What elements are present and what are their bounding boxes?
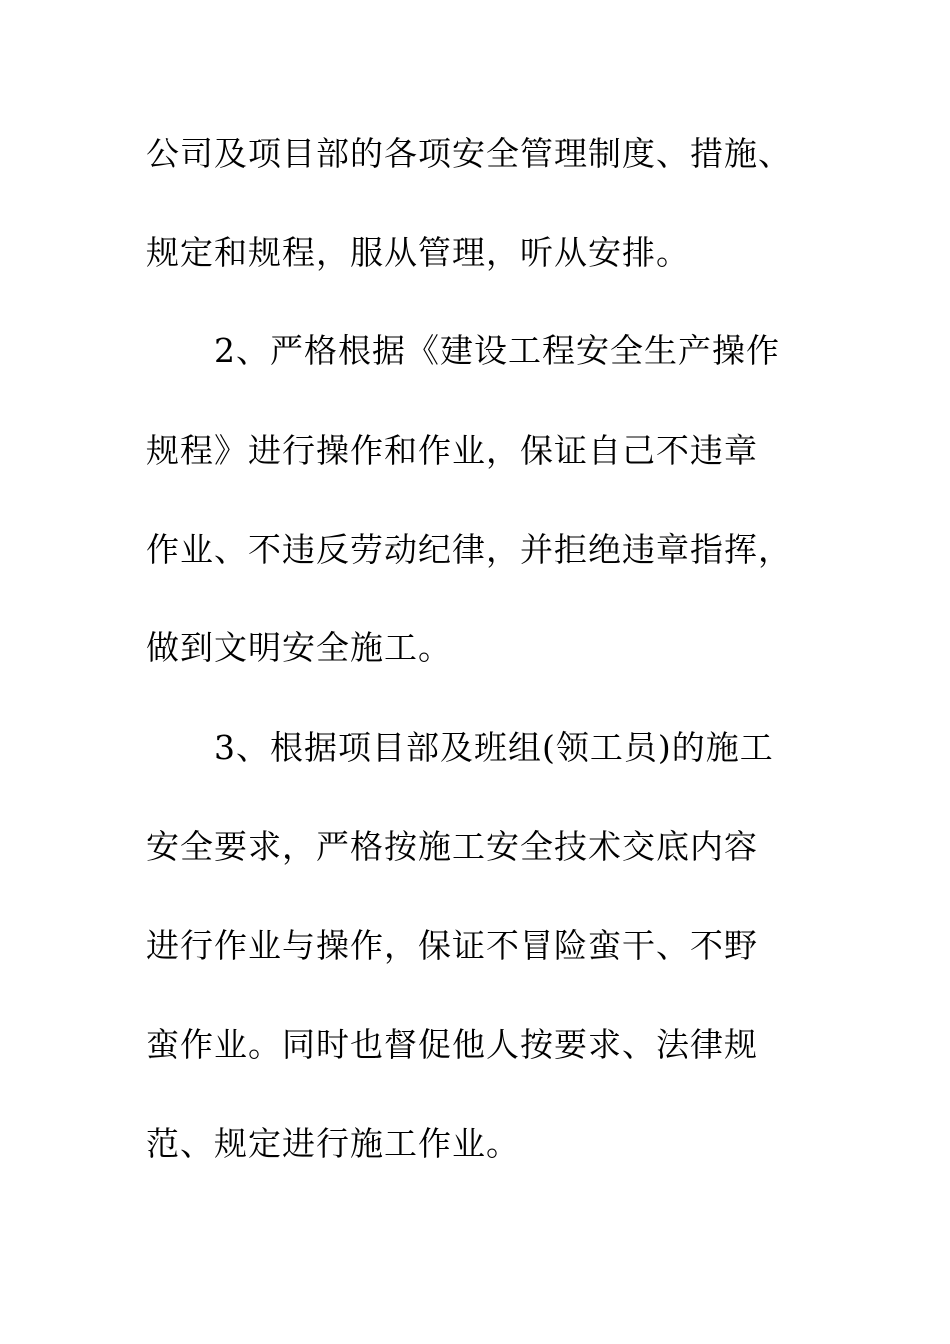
text-line: 蛮作业。同时也督促他人按要求、法律规 bbox=[146, 1025, 758, 1064]
text-line: 作业、不违反劳动纪律，并拒绝违章指挥， bbox=[146, 530, 792, 569]
text-line: 公司及项目部的各项安全管理制度、措施、 bbox=[146, 134, 792, 173]
text-line: 做到文明安全施工。 bbox=[146, 628, 452, 667]
text-line: 进行作业与操作，保证不冒险蛮干、不野 bbox=[146, 926, 758, 965]
text-line: 范、规定进行施工作业。 bbox=[146, 1124, 520, 1163]
text-line: 规程》进行操作和作业，保证自己不违章 bbox=[146, 431, 758, 470]
paragraph-3-first-line: 3、根据项目部及班组(领工员)的施工 bbox=[214, 728, 774, 767]
paragraph-2-first-line: 2、严格根据《建设工程安全生产操作 bbox=[214, 331, 780, 370]
text-line: 安全要求，严格按施工安全技术交底内容 bbox=[146, 827, 758, 866]
text-line: 规定和规程，服从管理，听从安排。 bbox=[146, 233, 690, 272]
